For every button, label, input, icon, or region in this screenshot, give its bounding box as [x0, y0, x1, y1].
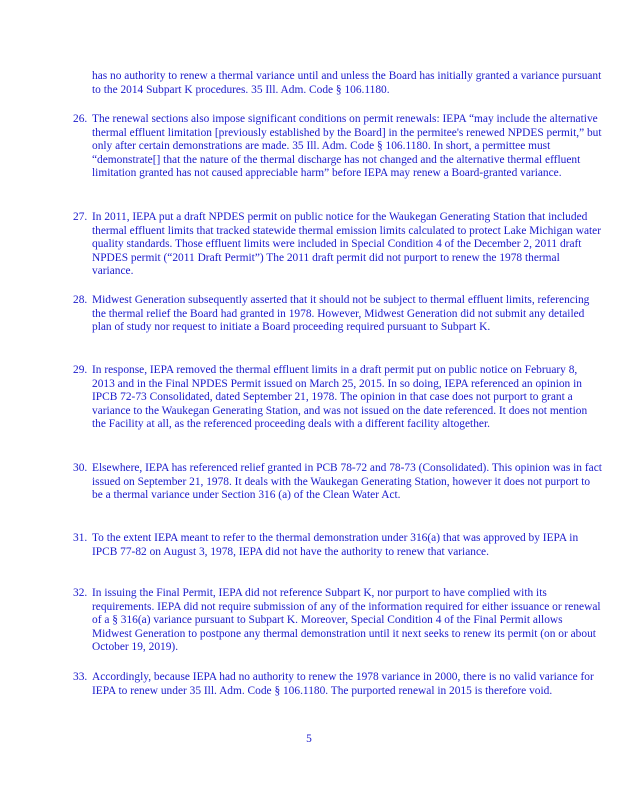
continued-paragraph-text: has no authority to renew a thermal variance until and unless the Board has initially granted a variance pursuant to the 2014 Subpart K procedures. 35 Ill. Adm. Code § 106.1180.	[92, 70, 602, 96]
paragraph-33	[73, 671, 602, 698]
paragraph-number: 31.	[73, 532, 88, 544]
paragraph-29	[73, 364, 602, 432]
paragraph-text: Accordingly, because IEPA had no authority to renew the 1978 variance in 2000, there is no valid variance for IEPA to renew under 35 Ill. Adm. Code § 106.1180. The purported renewal in 2015 is therefore void.	[92, 671, 594, 697]
paragraph-text: To the extent IEPA meant to refer to the thermal demonstration under 316(a) that was approved by IEPA in IPCB 77-82 on August 3, 1978, IEPA did not have the authority to renew that variance.	[92, 532, 579, 558]
paragraph-number: 29.	[73, 364, 88, 376]
paragraph-number: 33.	[73, 671, 88, 683]
paragraph-number: 27.	[73, 211, 88, 223]
paragraph-text: In issuing the Final Permit, IEPA did not reference Subpart K, nor purport to have complied with its requirements. IEPA did not require submission of any of the information required for either issuance or renewal of a § 316(a) variance pursuant to Subpart K. Moreover, Special Condition 4 of the Final Permit allows Midwest Generation to postpone any thermal demonstration until it next seeks to renew its permit (on or about October 19, 2019).	[92, 587, 601, 654]
paragraph-30	[73, 462, 602, 503]
paragraph-number: 30.	[73, 462, 88, 474]
paragraph-text: Midwest Generation subsequently asserted that it should not be subject to thermal effluent limits, referencing the thermal relief the Board had granted in 1978. However, Midwest Generation did not submit any detailed plan of study nor request to initiate a Board proceeding required pursuant to Subpart K.	[92, 294, 590, 334]
paragraph-number: 28.	[73, 294, 88, 306]
paragraph-text: In 2011, IEPA put a draft NPDES permit on public notice for the Waukegan Generating Station that included thermal effluent limits that tracked statewide thermal emission limits calculated to protect Lake Michigan water quality standards. Those effluent limits were included in Special Condition 4 of the December 2, 2011 draft NPDES permit (“2011 Draft Permit”) The 2011 draft permit did not purport to renew the 1978 thermal variance.	[92, 211, 602, 278]
paragraph-text: In response, IEPA removed the thermal effluent limits in a draft permit put on public notice on February 8, 2013 and in the Final NPDES Permit issued on March 25, 2015. In so doing, IEPA referenced an opinion in IPCB 72-73 Consolidated, dated September 21, 1978. The opinion in that case does not purport to grant a variance to the Waukegan Generating Station, and was not issued on the date referenced. It does not mention the Facility at all, as the referenced proceeding deals with a different facility altogether.	[92, 364, 588, 431]
paragraph-number: 32.	[73, 587, 88, 599]
paragraph-32	[73, 587, 602, 655]
paragraph-28	[73, 294, 602, 335]
paragraph-text: The renewal sections also impose significant conditions on permit renewals: IEPA “may include the alternative thermal effluent limitation [previously established by the Board] in the permitee's renewed NPDES permit,” but only after certain demonstrations are made. 35 Ill. Adm. Code § 106.1180. In short, a permittee must “demonstrate[] that the nature of the thermal discharge has not changed and the alternative thermal effluent limitation granted has not caused appreciable harm” before IEPA may renew a Board-granted variance.	[92, 113, 602, 180]
paragraph-text: Elsewhere, IEPA has referenced relief granted in PCB 78-72 and 78-73 (Consolidated). This opinion was in fact issued on September 21, 1978. It deals with the Waukegan Generating Station, however it does not purport to be a thermal variance under Section 316 (a) of the Clean Water Act.	[92, 462, 602, 502]
paragraph-31	[73, 532, 602, 559]
paragraph-27	[73, 211, 602, 279]
page-number: 5	[306, 733, 312, 745]
paragraph-26	[73, 113, 602, 181]
paragraph-number: 26.	[73, 113, 88, 125]
